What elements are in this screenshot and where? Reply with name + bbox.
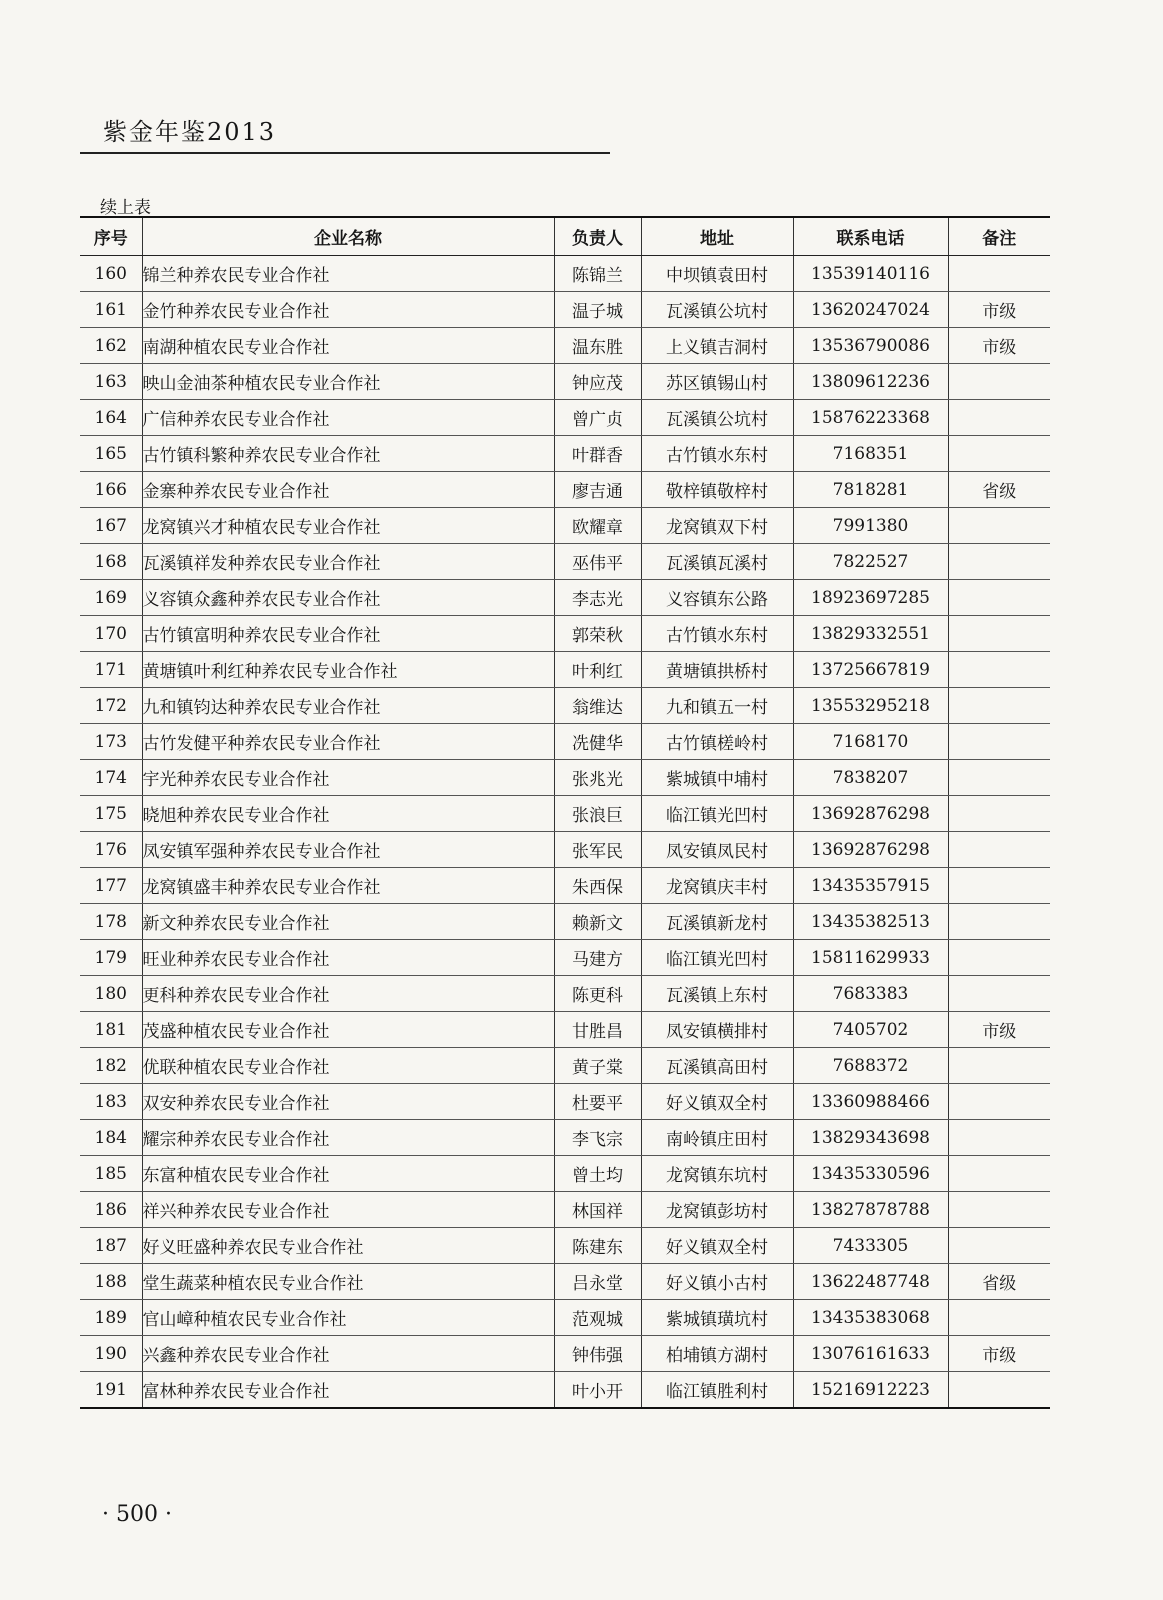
cell-address: 好义镇双全村 — [641, 1084, 793, 1120]
cell-note: 市级 — [948, 1012, 1050, 1048]
cell-address: 龙窝镇双下村 — [641, 508, 793, 544]
cell-serial: 189 — [80, 1300, 142, 1336]
cell-address: 紫城镇中埔村 — [641, 760, 793, 796]
cell-address: 好义镇双全村 — [641, 1228, 793, 1264]
cell-serial: 191 — [80, 1372, 142, 1409]
cell-person-in-charge: 范观城 — [554, 1300, 641, 1336]
cell-address: 瓦溪镇新龙村 — [641, 904, 793, 940]
cell-serial: 180 — [80, 976, 142, 1012]
cell-person-in-charge: 马建方 — [554, 940, 641, 976]
table-row — [80, 436, 1050, 472]
cell-company-name: 东富种植农民专业合作社 — [142, 1156, 554, 1192]
cell-person-in-charge: 钟应茂 — [554, 364, 641, 400]
cell-address: 苏区镇锡山村 — [641, 364, 793, 400]
cell-address: 好义镇小古村 — [641, 1264, 793, 1300]
cell-phone: 7818281 — [793, 472, 948, 508]
cell-phone: 13435383068 — [793, 1300, 948, 1336]
cell-note — [948, 796, 1050, 832]
cell-phone: 13435357915 — [793, 868, 948, 904]
cell-address: 柏埔镇方湖村 — [641, 1336, 793, 1372]
cell-serial: 164 — [80, 400, 142, 436]
cell-serial: 173 — [80, 724, 142, 760]
cell-address: 瓦溪镇瓦溪村 — [641, 544, 793, 580]
cell-person-in-charge: 张军民 — [554, 832, 641, 868]
cell-address: 古竹镇槎岭村 — [641, 724, 793, 760]
cell-person-in-charge: 李志光 — [554, 580, 641, 616]
cell-serial: 183 — [80, 1084, 142, 1120]
cell-serial: 188 — [80, 1264, 142, 1300]
cell-serial: 161 — [80, 292, 142, 328]
cell-phone: 13553295218 — [793, 688, 948, 724]
cell-address: 九和镇五一村 — [641, 688, 793, 724]
table-row — [80, 1192, 1050, 1228]
cell-person-in-charge: 温东胜 — [554, 328, 641, 364]
table-row — [80, 904, 1050, 940]
cell-note: 市级 — [948, 292, 1050, 328]
cell-company-name: 古竹镇科繁种养农民专业合作社 — [142, 436, 554, 472]
cell-note — [948, 1120, 1050, 1156]
table-row — [80, 1336, 1050, 1372]
cell-company-name: 祥兴种养农民专业合作社 — [142, 1192, 554, 1228]
cell-phone: 13827878788 — [793, 1192, 948, 1228]
table-header-row — [80, 217, 1050, 256]
col-header-phone: 联系电话 — [793, 217, 948, 256]
cell-serial: 182 — [80, 1048, 142, 1084]
cell-phone: 13829332551 — [793, 616, 948, 652]
cell-note — [948, 508, 1050, 544]
cell-serial: 168 — [80, 544, 142, 580]
cell-address: 古竹镇水东村 — [641, 616, 793, 652]
cell-serial: 169 — [80, 580, 142, 616]
cell-person-in-charge: 曾广贞 — [554, 400, 641, 436]
cell-serial: 179 — [80, 940, 142, 976]
table-row — [80, 724, 1050, 760]
table-row — [80, 1300, 1050, 1336]
cell-serial: 170 — [80, 616, 142, 652]
cell-address: 瓦溪镇公坑村 — [641, 400, 793, 436]
cell-note — [948, 904, 1050, 940]
cell-person-in-charge: 叶群香 — [554, 436, 641, 472]
cell-note — [948, 1228, 1050, 1264]
table-row — [80, 832, 1050, 868]
cell-address: 古竹镇水东村 — [641, 436, 793, 472]
cell-address: 黄塘镇拱桥村 — [641, 652, 793, 688]
cell-company-name: 映山金油茶种植农民专业合作社 — [142, 364, 554, 400]
cell-company-name: 黄塘镇叶利红种养农民专业合作社 — [142, 652, 554, 688]
cell-phone: 7168351 — [793, 436, 948, 472]
cell-company-name: 龙窝镇盛丰种养农民专业合作社 — [142, 868, 554, 904]
cell-note — [948, 1300, 1050, 1336]
table-row — [80, 1012, 1050, 1048]
cell-address: 南岭镇庄田村 — [641, 1120, 793, 1156]
cell-phone: 7822527 — [793, 544, 948, 580]
cell-serial: 190 — [80, 1336, 142, 1372]
cell-note — [948, 1192, 1050, 1228]
cell-serial: 175 — [80, 796, 142, 832]
cell-serial: 181 — [80, 1012, 142, 1048]
cell-address: 临江镇胜利村 — [641, 1372, 793, 1409]
cell-company-name: 古竹镇富明种养农民专业合作社 — [142, 616, 554, 652]
cell-company-name: 瓦溪镇祥发种养农民专业合作社 — [142, 544, 554, 580]
cell-company-name: 广信种养农民专业合作社 — [142, 400, 554, 436]
cell-phone: 7683383 — [793, 976, 948, 1012]
continued-label: 续上表 — [100, 198, 151, 218]
table-row — [80, 616, 1050, 652]
cell-phone: 13076161633 — [793, 1336, 948, 1372]
cell-person-in-charge: 陈锦兰 — [554, 256, 641, 292]
cell-person-in-charge: 欧耀章 — [554, 508, 641, 544]
cell-address: 凤安镇横排村 — [641, 1012, 793, 1048]
cell-phone: 7405702 — [793, 1012, 948, 1048]
table-row — [80, 796, 1050, 832]
cell-note — [948, 436, 1050, 472]
cell-note — [948, 364, 1050, 400]
cell-note — [948, 724, 1050, 760]
cell-serial: 187 — [80, 1228, 142, 1264]
cell-person-in-charge: 朱西保 — [554, 868, 641, 904]
cell-company-name: 堂生蔬菜种植农民专业合作社 — [142, 1264, 554, 1300]
cell-company-name: 双安种养农民专业合作社 — [142, 1084, 554, 1120]
cell-address: 中坝镇袁田村 — [641, 256, 793, 292]
cell-company-name: 义容镇众鑫种养农民专业合作社 — [142, 580, 554, 616]
cell-company-name: 耀宗种养农民专业合作社 — [142, 1120, 554, 1156]
cell-note — [948, 1372, 1050, 1409]
cell-company-name: 优联种植农民专业合作社 — [142, 1048, 554, 1084]
cell-company-name: 金寨种养农民专业合作社 — [142, 472, 554, 508]
cell-note — [948, 1048, 1050, 1084]
cell-company-name: 茂盛种植农民专业合作社 — [142, 1012, 554, 1048]
cell-company-name: 宇光种养农民专业合作社 — [142, 760, 554, 796]
cell-person-in-charge: 冼健华 — [554, 724, 641, 760]
cell-note — [948, 832, 1050, 868]
cell-person-in-charge: 黄子棠 — [554, 1048, 641, 1084]
cell-address: 临江镇光凹村 — [641, 796, 793, 832]
table-row — [80, 1084, 1050, 1120]
cell-person-in-charge: 郭荣秋 — [554, 616, 641, 652]
cell-note — [948, 1156, 1050, 1192]
table-row — [80, 688, 1050, 724]
cell-phone: 13620247024 — [793, 292, 948, 328]
col-header-note: 备注 — [948, 217, 1050, 256]
cell-company-name: 好义旺盛种养农民专业合作社 — [142, 1228, 554, 1264]
running-head: 紫金年鉴2013 — [103, 118, 277, 146]
table-row — [80, 364, 1050, 400]
cell-address: 凤安镇凤民村 — [641, 832, 793, 868]
cell-serial: 185 — [80, 1156, 142, 1192]
cell-phone: 13435330596 — [793, 1156, 948, 1192]
cell-person-in-charge: 甘胜昌 — [554, 1012, 641, 1048]
cell-phone: 7168170 — [793, 724, 948, 760]
cell-phone: 13539140116 — [793, 256, 948, 292]
table-row — [80, 292, 1050, 328]
cell-person-in-charge: 李飞宗 — [554, 1120, 641, 1156]
cell-note — [948, 868, 1050, 904]
table-row — [80, 580, 1050, 616]
cell-note — [948, 616, 1050, 652]
table-row — [80, 256, 1050, 292]
cell-phone: 13536790086 — [793, 328, 948, 364]
cell-serial: 186 — [80, 1192, 142, 1228]
table-row — [80, 976, 1050, 1012]
table-row — [80, 508, 1050, 544]
cell-serial: 177 — [80, 868, 142, 904]
cell-company-name: 新文种养农民专业合作社 — [142, 904, 554, 940]
table-row — [80, 1264, 1050, 1300]
cell-address: 龙窝镇庆丰村 — [641, 868, 793, 904]
cell-phone: 13809612236 — [793, 364, 948, 400]
cell-address: 义容镇东公路 — [641, 580, 793, 616]
cell-person-in-charge: 陈建东 — [554, 1228, 641, 1264]
cell-note: 省级 — [948, 1264, 1050, 1300]
cell-phone: 13692876298 — [793, 796, 948, 832]
cell-note — [948, 940, 1050, 976]
col-header-name: 企业名称 — [142, 217, 554, 256]
cell-person-in-charge: 曾土均 — [554, 1156, 641, 1192]
cell-phone: 7688372 — [793, 1048, 948, 1084]
col-header-head: 负责人 — [554, 217, 641, 256]
cell-company-name: 锦兰种养农民专业合作社 — [142, 256, 554, 292]
cell-phone: 7838207 — [793, 760, 948, 796]
col-header-address: 地址 — [641, 217, 793, 256]
table-row — [80, 1228, 1050, 1264]
cell-address: 临江镇光凹村 — [641, 940, 793, 976]
cell-company-name: 金竹种养农民专业合作社 — [142, 292, 554, 328]
cell-company-name: 九和镇钧达种养农民专业合作社 — [142, 688, 554, 724]
cell-note: 省级 — [948, 472, 1050, 508]
cell-note: 市级 — [948, 1336, 1050, 1372]
cell-serial: 162 — [80, 328, 142, 364]
table-row — [80, 760, 1050, 796]
cell-address: 敬梓镇敬梓村 — [641, 472, 793, 508]
cell-phone: 13435382513 — [793, 904, 948, 940]
cell-serial: 174 — [80, 760, 142, 796]
cell-address: 瓦溪镇公坑村 — [641, 292, 793, 328]
cell-phone: 15876223368 — [793, 400, 948, 436]
cell-address: 龙窝镇东坑村 — [641, 1156, 793, 1192]
cell-person-in-charge: 温子城 — [554, 292, 641, 328]
cell-serial: 176 — [80, 832, 142, 868]
cell-phone: 13725667819 — [793, 652, 948, 688]
cell-phone: 15811629933 — [793, 940, 948, 976]
cell-phone: 7991380 — [793, 508, 948, 544]
cell-serial: 163 — [80, 364, 142, 400]
cell-note — [948, 544, 1050, 580]
cell-person-in-charge: 杜要平 — [554, 1084, 641, 1120]
cell-person-in-charge: 叶小开 — [554, 1372, 641, 1409]
cell-note — [948, 652, 1050, 688]
table-row — [80, 472, 1050, 508]
cell-serial: 167 — [80, 508, 142, 544]
cell-person-in-charge: 林国祥 — [554, 1192, 641, 1228]
table-row — [80, 1156, 1050, 1192]
table-row — [80, 544, 1050, 580]
cell-company-name: 龙窝镇兴才种植农民专业合作社 — [142, 508, 554, 544]
cell-address: 上义镇吉洞村 — [641, 328, 793, 364]
table-row — [80, 868, 1050, 904]
cell-person-in-charge: 翁维达 — [554, 688, 641, 724]
cell-company-name: 古竹发健平种养农民专业合作社 — [142, 724, 554, 760]
table-row — [80, 1048, 1050, 1084]
cell-address: 龙窝镇彭坊村 — [641, 1192, 793, 1228]
cell-company-name: 官山嶂种植农民专业合作社 — [142, 1300, 554, 1336]
cell-note — [948, 976, 1050, 1012]
cell-phone: 13692876298 — [793, 832, 948, 868]
cell-company-name: 富林种养农民专业合作社 — [142, 1372, 554, 1409]
cell-company-name: 更科种养农民专业合作社 — [142, 976, 554, 1012]
cell-company-name: 旺业种养农民专业合作社 — [142, 940, 554, 976]
cell-company-name: 南湖种植农民专业合作社 — [142, 328, 554, 364]
cell-phone: 15216912223 — [793, 1372, 948, 1409]
cell-note — [948, 580, 1050, 616]
cell-note — [948, 1084, 1050, 1120]
cell-note: 市级 — [948, 328, 1050, 364]
cell-person-in-charge: 陈更科 — [554, 976, 641, 1012]
cell-serial: 172 — [80, 688, 142, 724]
cell-phone: 13622487748 — [793, 1264, 948, 1300]
cell-serial: 178 — [80, 904, 142, 940]
cell-serial: 184 — [80, 1120, 142, 1156]
cell-note — [948, 688, 1050, 724]
cell-serial: 171 — [80, 652, 142, 688]
cell-serial: 160 — [80, 256, 142, 292]
cell-company-name: 晓旭种养农民专业合作社 — [142, 796, 554, 832]
cell-person-in-charge: 张兆光 — [554, 760, 641, 796]
cell-phone: 7433305 — [793, 1228, 948, 1264]
cell-person-in-charge: 吕永堂 — [554, 1264, 641, 1300]
cell-note — [948, 400, 1050, 436]
cell-serial: 166 — [80, 472, 142, 508]
cooperatives-table — [80, 216, 1050, 1409]
page-number: · 500 · — [102, 1502, 172, 1527]
cell-person-in-charge: 张浪巨 — [554, 796, 641, 832]
cell-note — [948, 760, 1050, 796]
table-row — [80, 652, 1050, 688]
cell-phone: 18923697285 — [793, 580, 948, 616]
cell-address: 紫城镇璜坑村 — [641, 1300, 793, 1336]
cell-person-in-charge: 钟伟强 — [554, 1336, 641, 1372]
col-header-no: 序号 — [80, 217, 142, 256]
cell-serial: 165 — [80, 436, 142, 472]
table-row — [80, 940, 1050, 976]
table-row — [80, 400, 1050, 436]
cell-phone: 13360988466 — [793, 1084, 948, 1120]
cell-person-in-charge: 叶利红 — [554, 652, 641, 688]
cell-company-name: 凤安镇军强种养农民专业合作社 — [142, 832, 554, 868]
cell-address: 瓦溪镇高田村 — [641, 1048, 793, 1084]
table-row — [80, 1120, 1050, 1156]
header-rule — [80, 152, 610, 154]
cell-person-in-charge: 赖新文 — [554, 904, 641, 940]
cell-company-name: 兴鑫种养农民专业合作社 — [142, 1336, 554, 1372]
cell-note — [948, 256, 1050, 292]
cell-person-in-charge: 巫伟平 — [554, 544, 641, 580]
cell-phone: 13829343698 — [793, 1120, 948, 1156]
cell-address: 瓦溪镇上东村 — [641, 976, 793, 1012]
cell-person-in-charge: 廖吉通 — [554, 472, 641, 508]
table-row — [80, 1372, 1050, 1409]
table-row — [80, 328, 1050, 364]
